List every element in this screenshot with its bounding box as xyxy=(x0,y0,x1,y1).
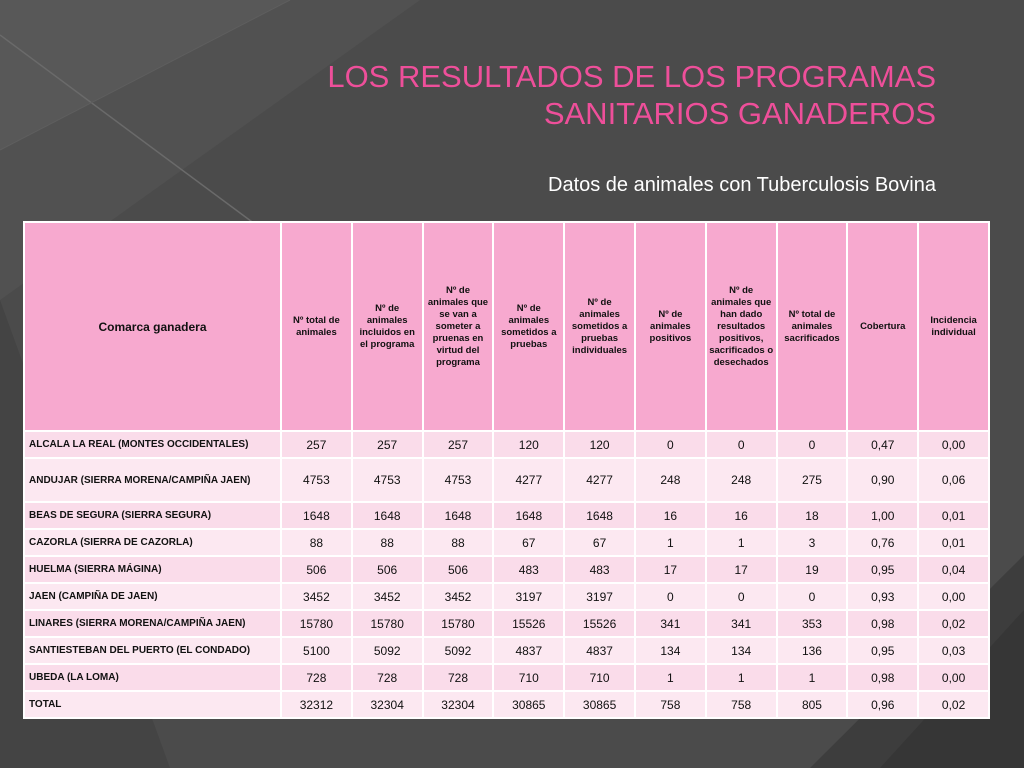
slide-title xyxy=(200,58,936,132)
value-cell: 1 xyxy=(635,529,706,556)
value-cell: 1648 xyxy=(352,502,423,529)
column-header: Nº de animales incluidos en el programa xyxy=(352,222,423,431)
comarca-name-cell: UBEDA (LA LOMA) xyxy=(24,664,281,691)
value-cell: 3452 xyxy=(352,583,423,610)
value-cell: 3 xyxy=(777,529,848,556)
value-cell: 257 xyxy=(423,431,494,458)
value-cell: 30865 xyxy=(493,691,564,718)
value-cell: 1 xyxy=(635,664,706,691)
value-cell: 257 xyxy=(352,431,423,458)
value-cell: 15526 xyxy=(493,610,564,637)
value-cell: 506 xyxy=(281,556,352,583)
value-cell: 3197 xyxy=(564,583,635,610)
value-cell: 0 xyxy=(635,583,706,610)
value-cell: 1648 xyxy=(423,502,494,529)
value-cell: 15780 xyxy=(423,610,494,637)
value-cell: 0,98 xyxy=(847,610,918,637)
table-row xyxy=(24,610,989,637)
value-cell: 15526 xyxy=(564,610,635,637)
column-header: Cobertura xyxy=(847,222,918,431)
value-cell: 728 xyxy=(352,664,423,691)
comarca-name-cell: ALCALA LA REAL (MONTES OCCIDENTALES) xyxy=(24,431,281,458)
table-row xyxy=(24,637,989,664)
value-cell: 3452 xyxy=(281,583,352,610)
value-cell: 134 xyxy=(635,637,706,664)
value-cell: 3452 xyxy=(423,583,494,610)
column-header: Nº de animales que han dado resultados positivos, sacrificados o desechados xyxy=(706,222,777,431)
table-row xyxy=(24,691,989,718)
comarca-name-cell: BEAS DE SEGURA (SIERRA SEGURA) xyxy=(24,502,281,529)
column-header: Nº de animales positivos xyxy=(635,222,706,431)
value-cell: 88 xyxy=(423,529,494,556)
tuberculosis-data-table xyxy=(23,221,990,719)
column-header: Nº de animales que se van a someter a pruenas en virtud del programa xyxy=(423,222,494,431)
column-header: Nº de animales sometidos a pruebas individuales xyxy=(564,222,635,431)
value-cell: 0 xyxy=(635,431,706,458)
value-cell: 0,04 xyxy=(918,556,989,583)
value-cell: 19 xyxy=(777,556,848,583)
value-cell: 17 xyxy=(635,556,706,583)
table-row xyxy=(24,502,989,529)
value-cell: 0,00 xyxy=(918,431,989,458)
value-cell: 0 xyxy=(777,583,848,610)
value-cell: 758 xyxy=(706,691,777,718)
value-cell: 1648 xyxy=(564,502,635,529)
value-cell: 353 xyxy=(777,610,848,637)
comarca-name-cell: SANTIESTEBAN DEL PUERTO (EL CONDADO) xyxy=(24,637,281,664)
value-cell: 15780 xyxy=(281,610,352,637)
value-cell: 758 xyxy=(635,691,706,718)
comarca-name-cell: TOTAL xyxy=(24,691,281,718)
slide-subtitle: Datos de animales con Tuberculosis Bovina xyxy=(548,174,936,196)
value-cell: 0,06 xyxy=(918,458,989,502)
value-cell: 1 xyxy=(706,664,777,691)
value-cell: 32304 xyxy=(423,691,494,718)
value-cell: 0,90 xyxy=(847,458,918,502)
value-cell: 0,93 xyxy=(847,583,918,610)
value-cell: 120 xyxy=(564,431,635,458)
value-cell: 248 xyxy=(706,458,777,502)
table-header xyxy=(24,222,989,431)
value-cell: 18 xyxy=(777,502,848,529)
value-cell: 1,00 xyxy=(847,502,918,529)
value-cell: 0,76 xyxy=(847,529,918,556)
value-cell: 32312 xyxy=(281,691,352,718)
table-row xyxy=(24,556,989,583)
value-cell: 483 xyxy=(493,556,564,583)
value-cell: 1 xyxy=(706,529,777,556)
value-cell: 728 xyxy=(281,664,352,691)
value-cell: 30865 xyxy=(564,691,635,718)
value-cell: 88 xyxy=(281,529,352,556)
value-cell: 0,01 xyxy=(918,529,989,556)
value-cell: 4753 xyxy=(423,458,494,502)
value-cell: 248 xyxy=(635,458,706,502)
value-cell: 341 xyxy=(635,610,706,637)
value-cell: 17 xyxy=(706,556,777,583)
header-row xyxy=(24,222,989,431)
value-cell: 0,47 xyxy=(847,431,918,458)
value-cell: 67 xyxy=(493,529,564,556)
value-cell: 0,00 xyxy=(918,664,989,691)
value-cell: 0 xyxy=(777,431,848,458)
value-cell: 0,01 xyxy=(918,502,989,529)
comarca-name-cell: JAEN (CAMPIÑA DE JAEN) xyxy=(24,583,281,610)
value-cell: 88 xyxy=(352,529,423,556)
value-cell: 483 xyxy=(564,556,635,583)
comarca-name-cell: HUELMA (SIERRA MÁGINA) xyxy=(24,556,281,583)
value-cell: 134 xyxy=(706,637,777,664)
value-cell: 805 xyxy=(777,691,848,718)
value-cell: 257 xyxy=(281,431,352,458)
value-cell: 0,02 xyxy=(918,691,989,718)
value-cell: 710 xyxy=(564,664,635,691)
value-cell: 0,96 xyxy=(847,691,918,718)
value-cell: 0,95 xyxy=(847,637,918,664)
value-cell: 0 xyxy=(706,583,777,610)
column-header: Nº total de animales xyxy=(281,222,352,431)
value-cell: 506 xyxy=(352,556,423,583)
value-cell: 710 xyxy=(493,664,564,691)
value-cell: 0,95 xyxy=(847,556,918,583)
comarca-name-cell: LINARES (SIERRA MORENA/CAMPIÑA JAEN) xyxy=(24,610,281,637)
value-cell: 15780 xyxy=(352,610,423,637)
value-cell: 5092 xyxy=(423,637,494,664)
value-cell: 4277 xyxy=(493,458,564,502)
value-cell: 4277 xyxy=(564,458,635,502)
value-cell: 5092 xyxy=(352,637,423,664)
value-cell: 136 xyxy=(777,637,848,664)
value-cell: 16 xyxy=(635,502,706,529)
value-cell: 16 xyxy=(706,502,777,529)
value-cell: 0 xyxy=(706,431,777,458)
table-row xyxy=(24,583,989,610)
value-cell: 1648 xyxy=(493,502,564,529)
value-cell: 275 xyxy=(777,458,848,502)
value-cell: 1 xyxy=(777,664,848,691)
table-body xyxy=(24,431,989,718)
table-row xyxy=(24,458,989,502)
table-row xyxy=(24,664,989,691)
column-header: Nº total de animales sacrificados xyxy=(777,222,848,431)
value-cell: 4753 xyxy=(281,458,352,502)
value-cell: 728 xyxy=(423,664,494,691)
value-cell: 3197 xyxy=(493,583,564,610)
column-header: Nº de animales sometidos a pruebas xyxy=(493,222,564,431)
value-cell: 5100 xyxy=(281,637,352,664)
column-header: Incidencia individual xyxy=(918,222,989,431)
comarca-name-cell: ANDUJAR (SIERRA MORENA/CAMPIÑA JAEN) xyxy=(24,458,281,502)
title-line: SANITARIOS GANADEROS xyxy=(543,96,936,131)
value-cell: 4753 xyxy=(352,458,423,502)
value-cell: 506 xyxy=(423,556,494,583)
value-cell: 0,02 xyxy=(918,610,989,637)
column-header: Comarca ganadera xyxy=(24,222,281,431)
table-row xyxy=(24,529,989,556)
value-cell: 0,00 xyxy=(918,583,989,610)
title-line: LOS RESULTADOS DE LOS PROGRAMAS xyxy=(327,59,936,94)
table-row xyxy=(24,431,989,458)
value-cell: 67 xyxy=(564,529,635,556)
comarca-name-cell: CAZORLA (SIERRA DE CAZORLA) xyxy=(24,529,281,556)
value-cell: 341 xyxy=(706,610,777,637)
value-cell: 4837 xyxy=(564,637,635,664)
value-cell: 0,98 xyxy=(847,664,918,691)
value-cell: 120 xyxy=(493,431,564,458)
value-cell: 4837 xyxy=(493,637,564,664)
value-cell: 0,03 xyxy=(918,637,989,664)
value-cell: 1648 xyxy=(281,502,352,529)
value-cell: 32304 xyxy=(352,691,423,718)
